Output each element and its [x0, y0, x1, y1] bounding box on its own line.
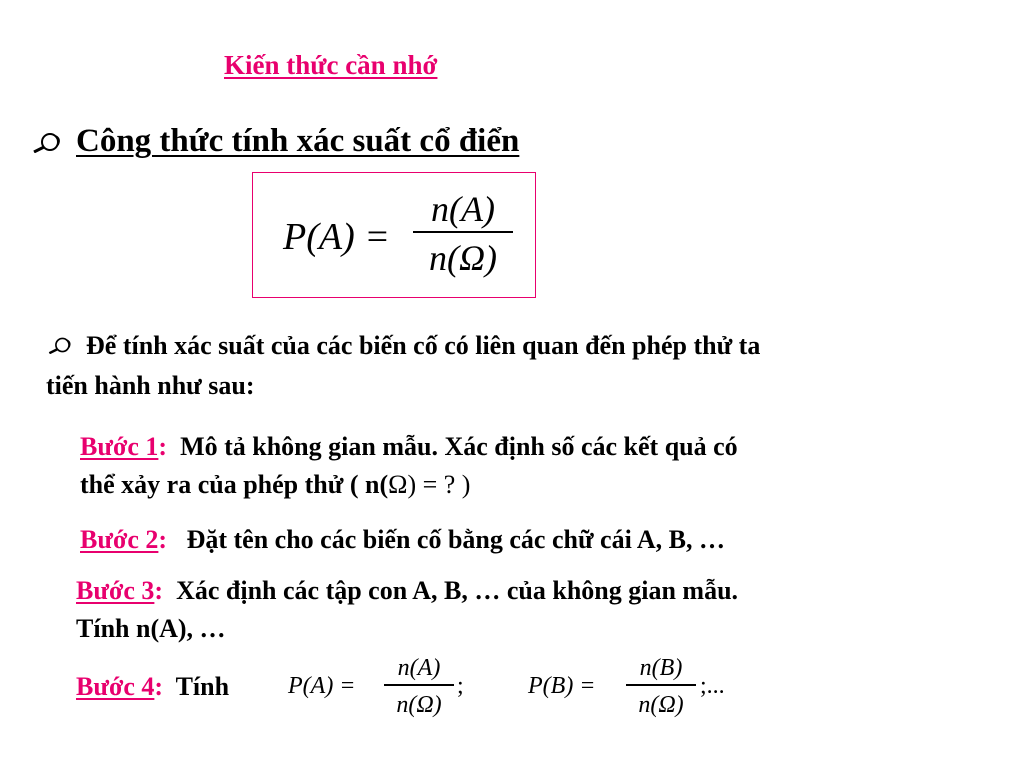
step-4-formula-b-denominator: n(Ω) — [638, 691, 684, 718]
step-4: Bước 4: Tính — [76, 672, 230, 701]
step-3-line-1: Xác định các tập con A, B, … của không gian mẫu. — [176, 576, 739, 605]
step-4-formula-b-lhs: P(B) = — [528, 673, 596, 699]
formula-fraction — [413, 187, 513, 283]
step-4-text: Tính — [175, 672, 230, 701]
step-1-line-2: thể xảy ra của phép thử ( n( — [80, 470, 389, 499]
step-3-line-2: Tính n(A), … — [76, 614, 226, 643]
intro-line-2: tiến hành như sau: — [46, 371, 255, 400]
formula-box — [252, 172, 536, 298]
intro-paragraph — [46, 326, 996, 406]
step-3-label: Bước 3 — [76, 576, 155, 605]
step-1: Bước 1: Mô tả không gian mẫu. Xác định số các kết quả có thể xảy ra của phép thử ( n(Ω) = ? ) — [80, 432, 738, 499]
step-2: Bước 2: Đặt tên cho các biến cố bằng các chữ cái A, B, … — [80, 525, 726, 554]
section-heading — [30, 122, 519, 161]
step-4-formula-a-fraction — [384, 652, 454, 724]
step-4-formula-b-tail: ;... — [700, 673, 725, 699]
step-2-label: Bước 2 — [80, 525, 159, 554]
step-4-formula-a-tail: ; — [457, 673, 464, 699]
step-4-formula-a-denominator: n(Ω) — [396, 691, 442, 718]
page-title: Kiến thức cần nhớ — [224, 50, 438, 80]
section-heading-text: Công thức tính xác suất cổ điển — [76, 123, 520, 159]
step-4-formula-a-lhs: P(A) = — [288, 673, 356, 699]
step-4-formula-b-numerator: n(B) — [639, 655, 683, 681]
intro-line-1: Để tính xác suất của các biến cố có liên quan đến phép thử ta — [86, 331, 761, 360]
step-4-formula-b-fraction — [626, 652, 696, 724]
step-1-omega: Ω) = ? ) — [388, 470, 471, 499]
formula-lhs: P(A) = — [283, 216, 390, 258]
step-3: Bước 3: Xác định các tập con A, B, … của không gian mẫu. Tính n(A), … — [76, 572, 976, 648]
step-1-label: Bước 1 — [80, 432, 159, 461]
formula-numerator: n(A) — [431, 189, 495, 229]
formula-denominator: n(Ω) — [428, 237, 497, 278]
step-1-line-1: Mô tả không gian mẫu. Xác định số các kết quả có — [180, 432, 738, 461]
magnifier-hand-icon — [46, 326, 86, 366]
magnifier-hand-icon — [30, 122, 76, 161]
step-4-formula-a-numerator: n(A) — [397, 655, 441, 681]
step-2-text: Đặt tên cho các biến cố bằng các chữ cái A, B, … — [186, 525, 726, 554]
step-4-label: Bước 4 — [76, 672, 155, 701]
